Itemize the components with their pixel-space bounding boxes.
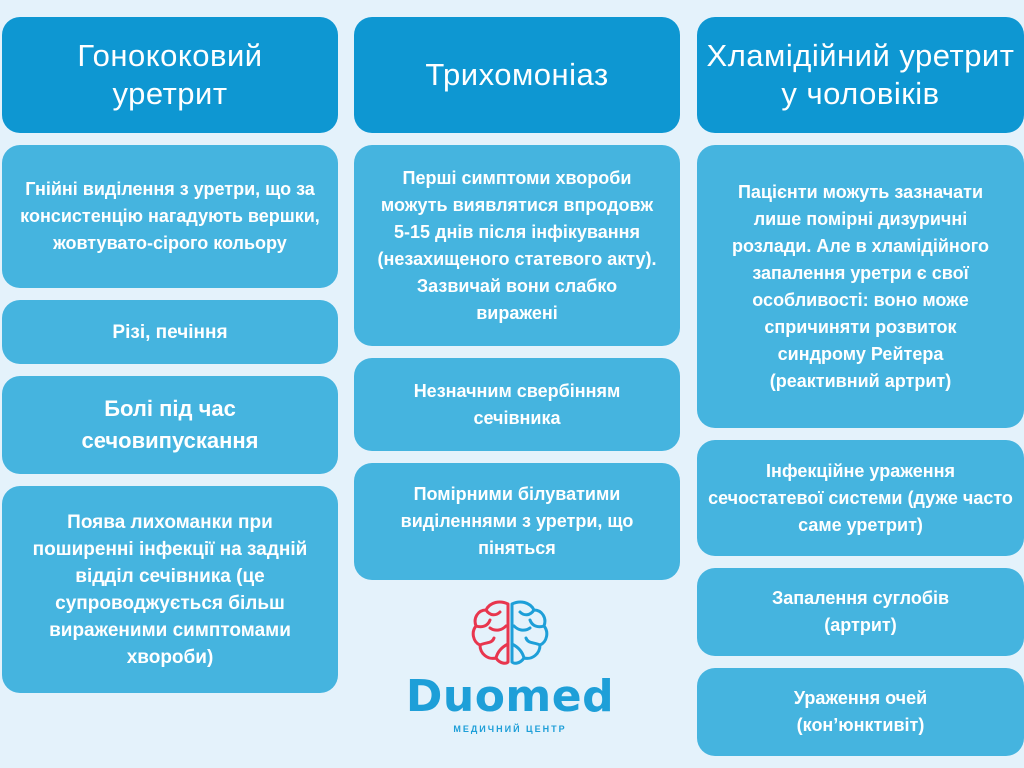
symptom-card: Болі під час сечовипускання xyxy=(2,376,338,474)
brain-icon xyxy=(470,598,550,670)
symptom-card: Помірними білуватими виділеннями з уретри, що піняться xyxy=(354,463,680,580)
column-header-gonococcal xyxy=(2,17,338,133)
symptom-card: Запалення суглобів (артрит) xyxy=(697,568,1024,656)
symptom-card: Незначним свербінням сечівника xyxy=(354,358,680,451)
symptom-card: Пацієнти можуть зазначати лише помірні дизуричні розлади. Але в хламідійного запалення уретри є свої особливості: воно може спричиняти розвиток синдрому Рейтера (реактивний артрит) xyxy=(697,145,1024,428)
symptom-card: Різі, печіння xyxy=(2,300,338,364)
symptom-card: Гнійні виділення з уретри, що за консистенцію нагадують вершки, жовтувато-сірого кольору xyxy=(2,145,338,288)
column-title: Хламідійний уретрит у чоловіків xyxy=(706,38,1015,111)
column-title: Гонококовий уретрит xyxy=(77,38,263,111)
duomed-logo xyxy=(400,598,620,743)
column-header-trichomoniasis xyxy=(354,17,680,133)
logo-subtitle: МЕДИЧНИЙ ЦЕНТР xyxy=(453,724,567,734)
column-header-chlamydial xyxy=(697,17,1024,133)
column-title: Трихомоніаз xyxy=(425,57,609,92)
logo-name: Duomed xyxy=(405,671,615,722)
symptom-card: Поява лихоманки при поширенні інфекції на задній відділ сечівника (це супроводжується більш вираженими симптомами хвороби) xyxy=(2,486,338,693)
symptom-card: Перші симптоми хвороби можуть виявлятися впродовж 5-15 днів після інфікування (незахищеного статевого акту). Зазвичай вони слабко виражені xyxy=(354,145,680,346)
symptom-card: Ураження очей (кон’юнктивіт) xyxy=(697,668,1024,756)
symptom-card: Інфекційне ураження сечостатевої системи (дуже часто саме уретрит) xyxy=(697,440,1024,556)
